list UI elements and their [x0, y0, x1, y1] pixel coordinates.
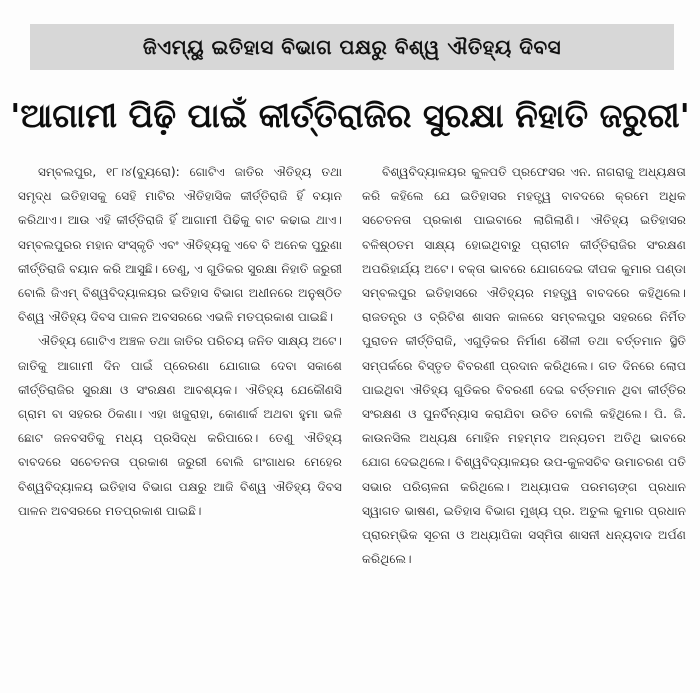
right-column — [362, 160, 686, 680]
article-body — [18, 160, 686, 680]
right-paragraph-1: ବିଶ୍ୱବିଦ୍ୟାଳୟର କୁଳପତି ପ୍ରଫେସର ଏନ. ନାଗରାଜୁ ଅଧ୍ୟକ୍ଷତା କରି କହିଲେ ଯେ ଇତିହାସର ମହତ୍ତ୍ୱ ବାବଦରେ କ୍ରମେ ଅଧିକ ସଚେତନତା ପ୍ରକାଶ ପାଇବାରେ ଲାଗିଲାଣି। ଐତିହ୍ୟ ଇତିହାସର ବଳିଷ୍ଠତମ ସାକ୍ଷ୍ୟ ହୋଇଥିବାରୁ ପ୍ରାଚୀନ କୀର୍ତ୍ତିରାଜିର ସଂରକ୍ଷଣ ଅପରିହାର୍ଯ୍ୟ ଅଟେ। ବକ୍ତା ଭାବରେ ଯୋଗଦେଇ ଦୀପକ କୁମାର ପଣ୍ଡା ସମ୍ବଲପୁର ଇତିହାସରେ ଐତିହ୍ୟର ମହତ୍ତ୍ୱ ବାବଦରେ କହିଥିଲେ। ରାଜତନ୍ତ୍ର ଓ ବ୍ରିଟିଶ ଶାସନ କାଳରେ ସମ୍ବଲପୁର ସହରରେ ନିର୍ମିତ ପୁରାତନ କୀର୍ତ୍ତିରାଜି, ଏଗୁଡ଼ିକର ନିର୍ମାଣ ଶୈଳୀ ତଥା ବର୍ତ୍ତମାନ ସ୍ଥିତି ସମ୍ପର୍କରେ ବିସ୍ତୃତ ବିବରଣୀ ପ୍ରଦାନ କରିଥିଲେ। ଗତ ଦିନରେ ଲୋପ ପାଇଥିବା ଐତିହ୍ୟ ଗୁଡିକର ବିବରଣୀ ଦେଇ ବର୍ତ୍ତମାନ ଥିବା କୀର୍ତ୍ତିର ସଂରକ୍ଷଣ ଓ ପୁନର୍ବିନ୍ୟାସ କରାଯିବା ଉଚିତ ବୋଲି କହିଥିଲେ। ପି. ଜି. କାଉନସିଲ ଅଧ୍ୟକ୍ଷ ମୋହିନ ମହମ୍ମଦ ଅନ୍ୟତମ ଅତିଥି ଭାବରେ ଯୋଗ ଦେଇଥିଲେ। ବିଶ୍ୱବିଦ୍ୟାଳୟର ଉପ-କୁଳସଚିବ ଉମାଚରଣ ପତି ସଭାର ପରିଚାଳନା କରିଥିଲେ। ଅଧ୍ୟାପକ ପରମଚାଙ୍ଗ ପ୍ରଧାନ ସ୍ୱାଗତ ଭାଷଣ, ଇତିହାସ ବିଭାଗ ମୁଖ୍ୟ ପ୍ର. ଅତୁଲ କୁମାର ପ୍ରଧାନ ପ୍ରାରମ୍ଭିକ ସୂଚନା ଓ ଅଧ୍ୟାପିକା ସସ୍ମିତା ଶାସନୀ ଧନ୍ୟବାଦ ଅର୍ପଣ କରିଥିଲେ। — [362, 165, 686, 567]
left-paragraph-2: ଐତିହ୍ୟ ଗୋଟିଏ ଅଞ୍ଚଳ ତଥା ଜାତିର ପରିଚୟ ଜନିତ ସାକ୍ଷ୍ୟ ଅଟେ। ଜାତିକୁ ଆଗାମୀ ଦିନ ପାଇଁ ପ୍ରେରଣା ଯୋଗାଇ ଦେବା ସକାଶେ କୀର୍ତ୍ତିରାଜିର ସୁରକ୍ଷା ଓ ସଂରକ୍ଷଣ ଆବଶ୍ୟକ। ଐତିହ୍ୟ ଯେକୌଣସି ଗ୍ରାମ ବା ସହରର ଠିକଣା। ଏହା ଖଜୁରାହା, କୋଣାର୍କ ଅଥବା ହୁମା ଭଳି ଛୋଟ ଜନବସତିକୁ ମଧ୍ୟ ପ୍ରସିଦ୍ଧ କରିପାରେ। ତେଣୁ ଐତିହ୍ୟ ବାବଦରେ ସଚେତନତା ପ୍ରକାଶ ଜରୁରୀ ବୋଲି ଗଂଗାଧର ମେହେର ବିଶ୍ୱବିଦ୍ୟାଳୟ ଇତିହାସ ବିଭାଗ ପକ୍ଷରୁ ଆଜି ବିଶ୍ୱ ଐତିହ୍ୟ ଦିବସ ପାଳନ ଅବସରରେ ମତପ୍ରକାଶ ପାଇଛି। — [18, 334, 342, 518]
kicker-banner: ଜିଏମ୍‌ୟୁ ଇତିହାସ ବିଭାଗ ପକ୍ଷରୁ ବିଶ୍ୱ ଐତିହ୍ୟ ଦିବସ — [30, 24, 674, 70]
headline: 'ଆଗାମୀ ପିଢ଼ି ପାଇଁ କୀର୍ତ୍ତିରାଜିର ସୁରକ୍ଷା ନିହାତି ଜରୁରୀ' — [10, 96, 690, 135]
left-paragraph-1: ସମ୍ବଲପୁର, ୧୮।୪(ବ୍ୟୁରୋ): ଗୋଟିଏ ଜାତିର ଐତିହ୍ୟ ତଥା ସମୃଦ୍ଧ ଇତିହାସକୁ ସେହି ମାଟିର ଐତିହାସିକ କୀର୍ତ୍ତିରାଜି ହିଁ ବୟାନ କରିଥାଏ। ଆଉ ଏହି କୀର୍ତ୍ତିରାଜି ହିଁ ଆଗାମୀ ପିଢିକୁ ବାଟ କଢାଇ ଥାଏ। ସମ୍ବଲପୁରର ମହାନ ସଂସ୍କୃତି ଏବଂ ଐତିହ୍ୟକୁ ଏବେ ବି ଅନେକ ପୁରୁଣା କୀର୍ତ୍ତିରାଜି ବୟାନ କରି ଆସୁଛି। ତେଣୁ, ଏ ଗୁଡିକର ସୁରକ୍ଷା ନିହାତି ଜରୁରୀ ବୋଲି ଜିଏମ୍ ବିଶ୍ୱବିଦ୍ୟାଳୟର ଇତିହାସ ବିଭାଗ ଅଧୀନରେ ଅନୁଷ୍ଠିତ ବିଶ୍ୱ ଐତିହ୍ୟ ଦିବସ ପାଳନ ଅବସରରେ ଏଭଳି ମତପ୍ରକାଶ ପାଇଛି। — [18, 165, 342, 325]
left-column — [18, 160, 342, 680]
